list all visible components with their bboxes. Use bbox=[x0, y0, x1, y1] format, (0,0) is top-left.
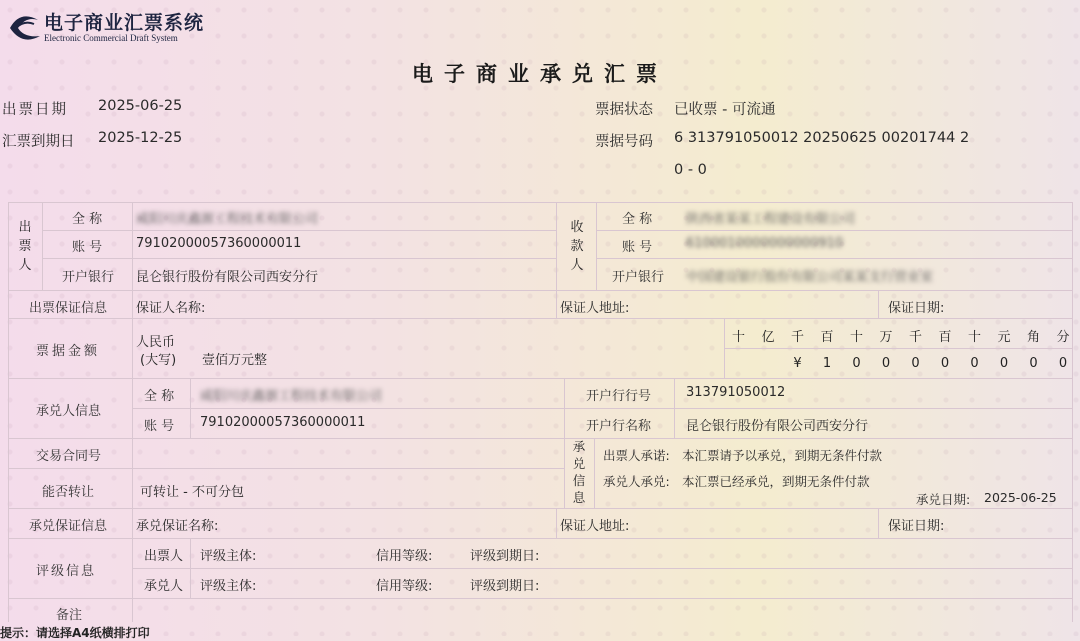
amount-digit: 0 bbox=[940, 356, 950, 371]
rating-label: 评级信息 bbox=[36, 564, 97, 579]
due-date: 2025-12-25 bbox=[98, 130, 183, 146]
due-date-label: 汇票到期日 bbox=[2, 134, 75, 150]
payee-name-label: 全 称 bbox=[622, 212, 653, 227]
status-value: 已收票 - 可流通 bbox=[674, 102, 776, 118]
acceptor-bank-no-label: 开户行行号 bbox=[586, 389, 652, 404]
payee-account: 6100010000000000910 bbox=[686, 236, 844, 251]
acceptor-bank-name-label: 开户行名称 bbox=[586, 419, 652, 434]
acceptance-date: 2025-06-25 bbox=[984, 490, 1057, 505]
drawer-section-label: 出票人 bbox=[18, 220, 32, 273]
payee-account-label: 账 号 bbox=[622, 240, 653, 255]
contract-label: 交易合同号 bbox=[36, 449, 102, 464]
amount-digit: 1 bbox=[822, 356, 832, 371]
amount-digit: 0 bbox=[970, 356, 979, 371]
rating-row-party: 承兑人 bbox=[144, 579, 184, 594]
amount-currency: 人民币 bbox=[136, 335, 176, 350]
acceptor-name: 咸阳川庆鑫源工程技术有限公司 bbox=[200, 389, 383, 404]
rating-row-subject: 评级主体: bbox=[200, 579, 257, 594]
amount-unit-header: 千 bbox=[790, 330, 804, 345]
acceptance-guarantee-label: 承兑保证信息 bbox=[29, 519, 108, 534]
drawer-name-label: 全 称 bbox=[72, 212, 103, 227]
amount-digit: 0 bbox=[1058, 356, 1068, 371]
transfer-value: 可转让 - 不可分包 bbox=[140, 485, 244, 500]
issue-date: 2025-06-25 bbox=[98, 98, 183, 114]
amount-digit: 0 bbox=[911, 356, 920, 371]
draft-number-line2: 0 - 0 bbox=[674, 162, 707, 178]
amount-unit-header: 百 bbox=[938, 330, 952, 345]
drawer-account-label: 账 号 bbox=[72, 240, 103, 255]
drawer-bank: 昆仑银行股份有限公司西安分行 bbox=[136, 270, 319, 285]
amount-unit-header: 十 bbox=[967, 330, 981, 345]
payee-bank: 中国建设银行股份有限公司某某支行营业室 bbox=[686, 270, 934, 285]
drawer-guarantee-date: 保证日期: bbox=[888, 301, 945, 316]
acceptor-label: 承兑人信息 bbox=[36, 404, 102, 419]
document-title: 电子商业承兑汇票 bbox=[412, 61, 668, 86]
acceptance-guarantor-address: 保证人地址: bbox=[560, 519, 630, 534]
amount-unit-header: 万 bbox=[879, 330, 893, 345]
drawer-name: 咸阳川庆鑫源工程技术有限公司 bbox=[136, 212, 319, 227]
payee-bank-label: 开户银行 bbox=[612, 270, 665, 285]
amount-digit: 0 bbox=[999, 356, 1009, 371]
amount-unit-header: 亿 bbox=[761, 330, 775, 345]
acceptor-account: 79102000057360000011 bbox=[200, 415, 366, 430]
draft-number-line1: 6 313791050012 20250625 00201744 2 bbox=[674, 130, 970, 146]
amount-uppercase-note: (大写) bbox=[140, 353, 177, 368]
rating-row-grade: 信用等级: bbox=[376, 579, 433, 594]
logo-subtitle: Electronic Commercial Draft System bbox=[44, 33, 178, 43]
issue-date-label: 出票日期 bbox=[2, 102, 68, 118]
amount-unit-header: 十 bbox=[849, 330, 863, 345]
payee-name: 陕西省某某工程建设有限公司 bbox=[686, 212, 856, 227]
acceptor-promise-label: 承兑人承兑: bbox=[603, 474, 670, 489]
acceptance-guarantee-date: 保证日期: bbox=[888, 519, 945, 534]
amount-unit-header: 百 bbox=[820, 330, 834, 345]
acceptor-account-label: 账 号 bbox=[144, 419, 175, 434]
drawer-guarantor-name: 保证人名称: bbox=[136, 301, 206, 316]
remark-label: 备注 bbox=[56, 608, 83, 623]
amount-in-words: 壹佰万元整 bbox=[202, 353, 268, 368]
acceptor-name-label: 全 称 bbox=[144, 389, 175, 404]
amount-digit: ¥ bbox=[793, 356, 802, 371]
acceptor-promise: 本汇票已经承兑，到期无条件付款 bbox=[682, 474, 870, 489]
drawer-guarantee-label: 出票保证信息 bbox=[29, 301, 108, 316]
drawer-account: 79102000057360000011 bbox=[136, 236, 302, 251]
amount-unit-header: 十 bbox=[731, 330, 745, 345]
print-hint: 提示：请选择A4纸横排打印 bbox=[0, 626, 150, 640]
rating-row-grade: 信用等级: bbox=[376, 549, 433, 564]
rating-row-subject: 评级主体: bbox=[200, 549, 257, 564]
rating-row-expiry: 评级到期日: bbox=[470, 579, 540, 594]
number-label: 票据号码 bbox=[595, 134, 653, 150]
acceptor-bank-no: 313791050012 bbox=[686, 385, 786, 400]
drawer-promise-label: 出票人承诺: bbox=[603, 448, 670, 463]
rating-row-expiry: 评级到期日: bbox=[470, 549, 540, 564]
amount-unit-header: 分 bbox=[1056, 330, 1070, 345]
amount-label: 票据金额 bbox=[36, 344, 101, 359]
status-label: 票据状态 bbox=[595, 102, 653, 118]
amount-unit-header: 千 bbox=[908, 330, 922, 345]
amount-digit: 0 bbox=[881, 356, 891, 371]
amount-unit-header: 角 bbox=[1026, 330, 1040, 345]
amount-digit: 0 bbox=[852, 356, 861, 371]
acceptance-guarantor-name: 承兑保证名称: bbox=[136, 519, 219, 534]
amount-digit: 0 bbox=[1029, 356, 1038, 371]
acceptance-date-label: 承兑日期: bbox=[916, 492, 971, 507]
drawer-guarantor-address: 保证人地址: bbox=[560, 301, 630, 316]
amount-unit-header: 元 bbox=[997, 330, 1011, 345]
payee-section-label: 收款人 bbox=[570, 220, 584, 273]
acceptor-bank-name: 昆仑银行股份有限公司西安分行 bbox=[686, 419, 869, 434]
transfer-label: 能否转让 bbox=[42, 485, 95, 500]
acceptance-section-label: 承兑信息 bbox=[572, 439, 586, 505]
rating-row-party: 出票人 bbox=[144, 549, 184, 564]
drawer-promise: 本汇票请予以承兑，到期无条件付款 bbox=[682, 448, 883, 463]
drawer-bank-label: 开户银行 bbox=[62, 270, 115, 285]
logo-title: 电子商业汇票系统 bbox=[44, 12, 205, 34]
